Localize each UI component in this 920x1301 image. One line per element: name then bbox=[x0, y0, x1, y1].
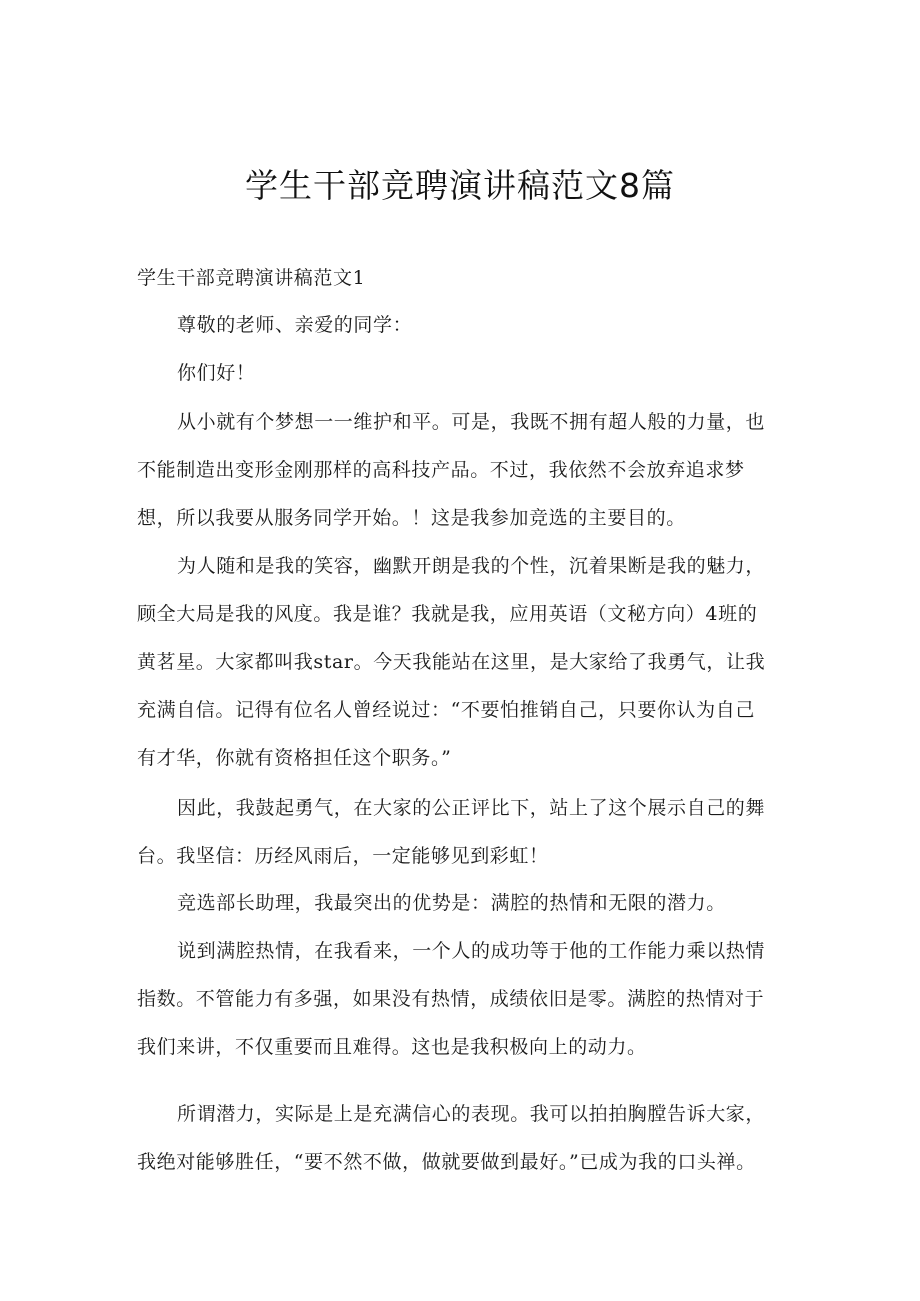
section-heading: 学生干部竞聘演讲稿范文1 bbox=[137, 267, 366, 289]
paragraph-line: 指数。不管能力有多强，如果没有热情，成绩依旧是零。满腔的热情对于 bbox=[137, 988, 765, 1010]
salutation-line: 尊敬的老师、亲爱的同学： bbox=[177, 314, 413, 336]
paragraph-line: 为人随和是我的笑容，幽默开朗是我的个性，沉着果断是我的魅力， bbox=[177, 555, 766, 577]
paragraph-line: 从小就有个梦想一一维护和平。可是，我既不拥有超人般的力量，也 bbox=[177, 411, 766, 433]
paragraph-line: 顾全大局是我的风度。我是谁？我就是我，应用英语（文秘方向）4班的 bbox=[137, 603, 758, 625]
paragraph-line: 因此，我鼓起勇气，在大家的公正评比下，站上了这个展示自己的舞 bbox=[177, 797, 766, 819]
paragraph-line: 黄茗星。大家都叫我star。今天我能站在这里，是大家给了我勇气，让我 bbox=[137, 651, 766, 673]
greeting-line: 你们好！ bbox=[177, 362, 256, 384]
paragraph-line: 台。我坚信：历经风雨后，一定能够见到彩虹！ bbox=[137, 845, 549, 867]
paragraph-line: 我绝对能够胜任，“要不然不做，做就要做到最好。”已成为我的口头禅。 bbox=[137, 1151, 756, 1173]
paragraph-line: 所谓潜力，实际是上是充满信心的表现。我可以拍拍胸膛告诉大家， bbox=[177, 1103, 766, 1125]
paragraph-line: 竞选部长助理，我最突出的优势是：满腔的热情和无限的潜力。 bbox=[177, 892, 726, 914]
document-title: 学生干部竞聘演讲稿范文8篇 bbox=[245, 166, 675, 205]
paragraph-line: 有才华，你就有资格担任这个职务。” bbox=[137, 747, 452, 769]
paragraph-line: 充满自信。记得有位名人曾经说过：“不要怕推销自己，只要你认为自己 bbox=[137, 699, 755, 721]
paragraph-line: 我们来讲，不仅重要而且难得。这也是我积极向上的动力。 bbox=[137, 1036, 647, 1058]
paragraph-line: 不能制造出变形金刚那样的高科技产品。不过，我依然不会放弃追求梦 bbox=[137, 459, 745, 481]
paragraph-line: 想，所以我要从服务同学开始。！这是我参加竞选的主要目的。 bbox=[137, 507, 686, 529]
paragraph-line: 说到满腔热情，在我看来，一个人的成功等于他的工作能力乘以热情 bbox=[177, 940, 766, 962]
